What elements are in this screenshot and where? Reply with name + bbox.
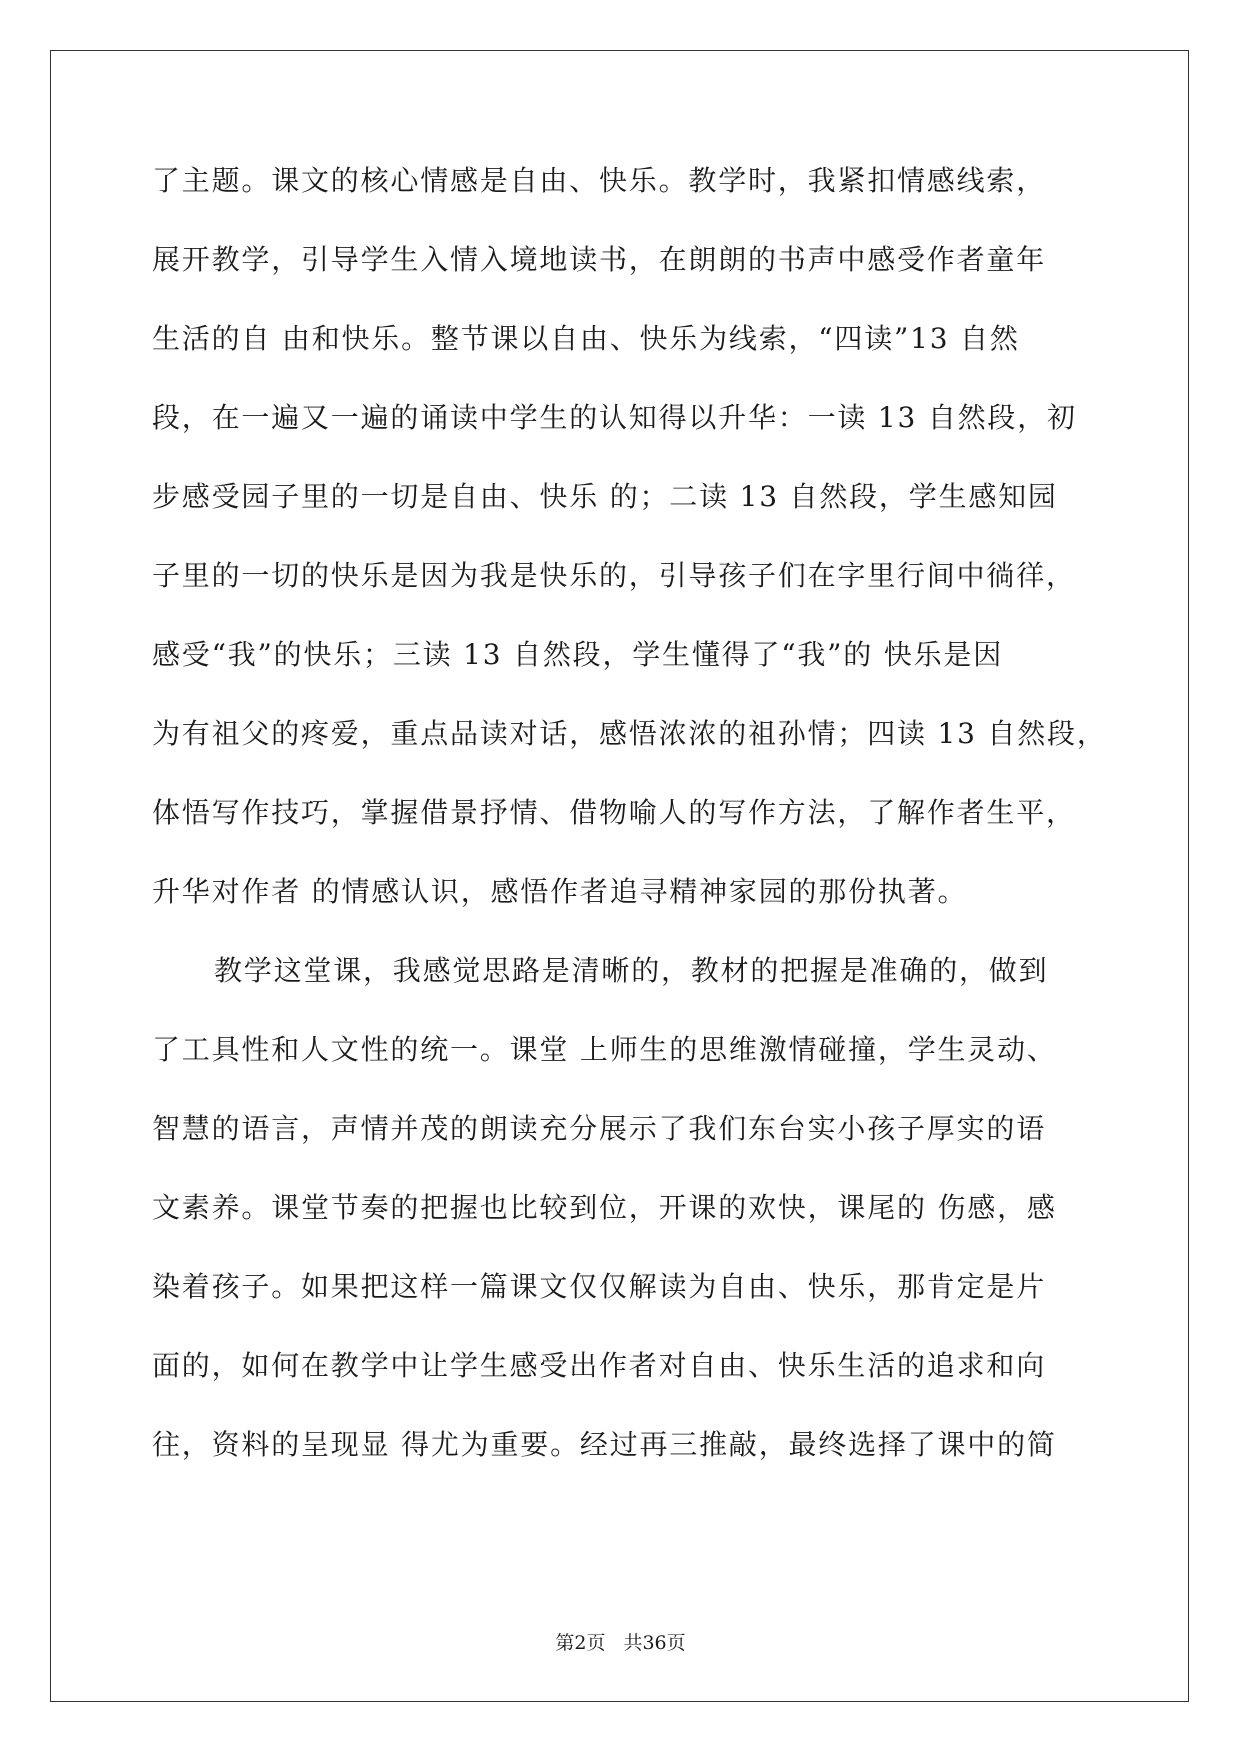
page-footer <box>0 1628 1241 1655</box>
page-number-current: 第2页 <box>555 1632 606 1654</box>
paragraph-2 <box>152 954 1092 1507</box>
text-line: 染着孩子。如果把这样一篇课文仅仅解读为自由、快乐，那肯定是片 <box>152 1270 1047 1303</box>
text-line: 升华对作者 的情感认识，感悟作者追寻精神家园的那份执著。 <box>152 875 968 908</box>
text-line: 了工具性和人文性的统一。课堂 上师生的思维激情碰撞，学生灵动、 <box>152 1033 1057 1066</box>
text-line: 体悟写作技巧，掌握借景抒情、借物喻人的写作方法，了解作者生平， <box>152 796 1076 829</box>
text-line: 展开教学，引导学生入情入境地读书，在朗朗的书声中感受作者童年 <box>152 243 1047 276</box>
text-line: 了主题。课文的核心情感是自由、快乐。教学时，我紧扣情感线索， <box>152 164 1047 197</box>
text-line: 面的，如何在教学中让学生感受出作者对自由、快乐生活的追求和向 <box>152 1349 1047 1382</box>
page-number-total: 共36页 <box>623 1632 686 1654</box>
text-line: 生活的自 由和快乐。整节课以自由、快乐为线索，“四读”13 自然 <box>152 322 1020 355</box>
text-line: 文素养。课堂节奏的把握也比较到位，开课的欢快，课尾的 伤感，感 <box>152 1191 1057 1224</box>
document-body <box>152 164 1107 1507</box>
text-line: 子里的一切的快乐是因为我是快乐的，引导孩子们在字里行间中徜徉， <box>152 559 1076 592</box>
text-line: 步感受园子里的一切是自由、快乐 的；二读 13 自然段，学生感知园 <box>152 480 1058 513</box>
text-line: 段，在一遍又一遍的诵读中学生的认知得以升华：一读 13 自然段，初 <box>152 401 1077 434</box>
text-line: 感受“我”的快乐；三读 13 自然段，学生懂得了“我”的 快乐是因 <box>152 638 1003 671</box>
text-line: 为有祖父的疼爱，重点品读对话，感悟浓浓的祖孙情；四读 13 自然段， <box>152 717 1107 750</box>
text-line: 智慧的语言，声情并茂的朗读充分展示了我们东台实小孩子厚实的语 <box>152 1112 1047 1145</box>
paragraph-1 <box>152 164 1107 954</box>
text-line: 往，资料的呈现显 得尤为重要。经过再三推敲，最终选择了课中的简 <box>152 1428 1057 1461</box>
text-line: 教学这堂课，我感觉思路是清晰的，教材的把握是准确的，做到 <box>214 954 1049 987</box>
